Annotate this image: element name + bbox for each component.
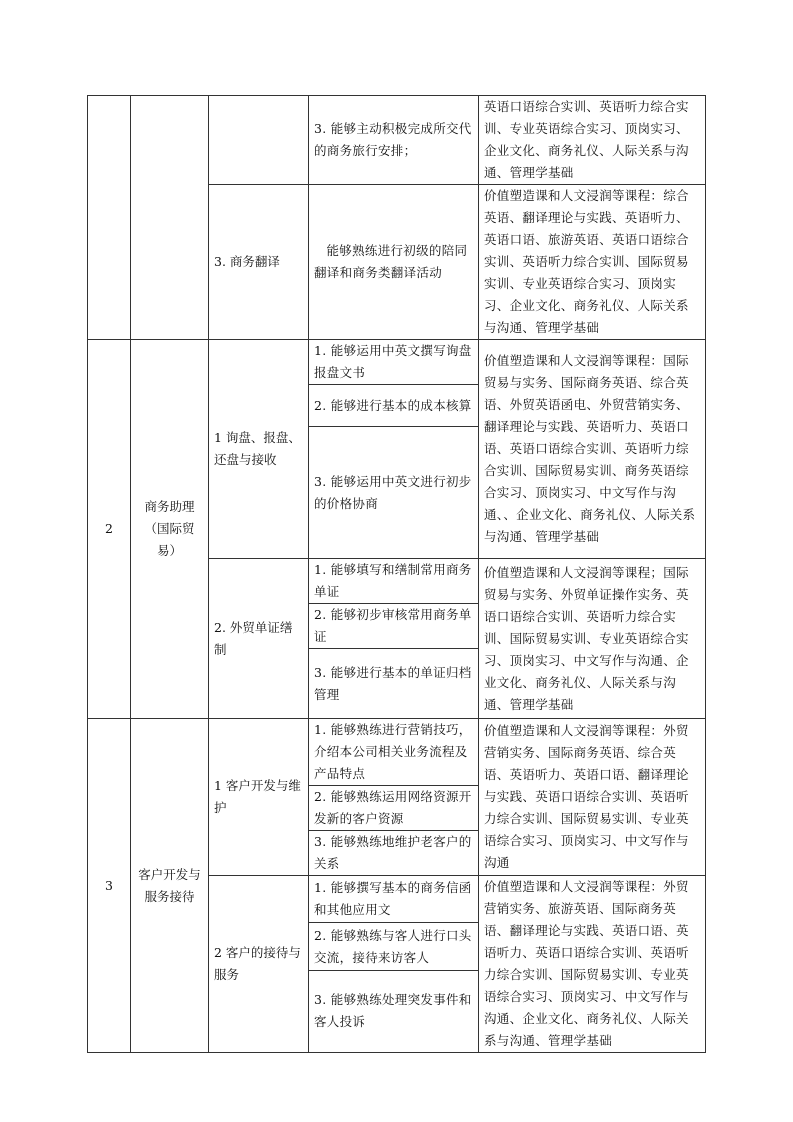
ability-cell: 3. 能够主动积极完成所交代的商务旅行安排； (309, 96, 479, 185)
task-cell: 1 客户开发与维护 (209, 719, 309, 876)
ability-cell: 2. 能够初步审核常用商务单证 (309, 604, 479, 649)
ability-cell: 1. 能够运用中英文撰写询盘报盘文书 (309, 340, 479, 385)
task-cell (209, 96, 309, 185)
post-cell: 商务助理（国际贸易） (131, 340, 209, 719)
row-number-cell (88, 96, 131, 340)
task-cell: 1 询盘、报盘、还盘与接收 (209, 340, 309, 559)
ability-cell: 2. 能够进行基本的成本核算 (309, 385, 479, 427)
task-cell: 2. 外贸单证缮制 (209, 559, 309, 719)
table-row (88, 719, 706, 786)
ability-cell: 3. 能够熟练处理突发事件和客人投诉 (309, 970, 479, 1052)
ability-cell: 3. 能够运用中英文进行初步的价格协商 (309, 427, 479, 559)
task-cell: 2 客户的接待与服务 (209, 876, 309, 1053)
curriculum-table (87, 95, 706, 1053)
ability-cell: 1. 能够熟练进行营销技巧，介绍本公司相关业务流程及产品特点 (309, 719, 479, 786)
courses-cell: 价值塑造课和人文浸润等课程：国际贸易与实务、国际商务英语、综合英语、外贸英语函电、外贸营销实务、翻译理论与实践、英语听力、英语口语、英语口语综合实训、英语听力综合实训、国际贸易实训、商务英语综合实习、顶岗实习、中文写作与沟通、、企业文化、商务礼仪、人际关系与沟通、管理学基础 (479, 340, 706, 559)
courses-cell: 价值塑造课和人文浸润等课程：外贸营销实务、国际商务英语、综合英语、英语听力、英语口语、翻译理论与实践、英语口语综合实训、英语听力综合实训、国际贸易实训、专业英语综合实习、顶岗实习、中文写作与沟通 (479, 719, 706, 876)
courses-cell: 英语口语综合实训、英语听力综合实训、专业英语综合实习、顶岗实习、企业文化、商务礼仪、人际关系与沟通、管理学基础 (479, 96, 706, 185)
task-cell: 3. 商务翻译 (209, 185, 309, 340)
ability-cell: 1. 能够撰写基本的商务信函和其他应用文 (309, 876, 479, 923)
post-cell: 客户开发与服务接待 (131, 719, 209, 1053)
courses-cell: 价值塑造课和人文浸润等课程：外贸营销实务、旅游英语、国际商务英语、翻译理论与实践、英语口语、英语听力、英语口语综合实训、英语听力综合实训、国际贸易实训、专业英语综合实习、顶岗实习、中文写作与沟通、企业文化、商务礼仪、人际关系与沟通、管理学基础 (479, 876, 706, 1053)
ability-cell: 2. 能够熟练运用网络资源开发新的客户资源 (309, 786, 479, 831)
row-number-cell: 2 (88, 340, 131, 719)
post-cell (131, 96, 209, 340)
courses-cell: 价值塑造课和人文浸润等课程；国际贸易与实务、外贸单证操作实务、英语口语综合实训、英语听力综合实训、国际贸易实训、专业英语综合实习、顶岗实习、中文写作与沟通、企业文化、商务礼仪、人际关系与沟通、管理学基础 (479, 559, 706, 719)
row-number-cell: 3 (88, 719, 131, 1053)
courses-cell: 价值塑造课和人文浸润等课程：综合英语、翻译理论与实践、英语听力、英语口语、旅游英语、英语口语综合实训、英语听力综合实训、国际贸易实训、专业英语综合实习、顶岗实习、企业文化、商务礼仪、人际关系与沟通、管理学基础 (479, 185, 706, 340)
ability-cell: 3. 能够进行基本的单证归档管理 (309, 649, 479, 719)
table-row (88, 340, 706, 385)
ability-cell: 1. 能够填写和缮制常用商务单证 (309, 559, 479, 604)
ability-cell: 3. 能够熟练地维护老客户的关系 (309, 831, 479, 876)
table-row (88, 96, 706, 185)
ability-cell: 能够熟练进行初级的陪同翻译和商务类翻译活动 (309, 185, 479, 340)
ability-cell: 2. 能够熟练与客人进行口头交流，接待来访客人 (309, 923, 479, 970)
